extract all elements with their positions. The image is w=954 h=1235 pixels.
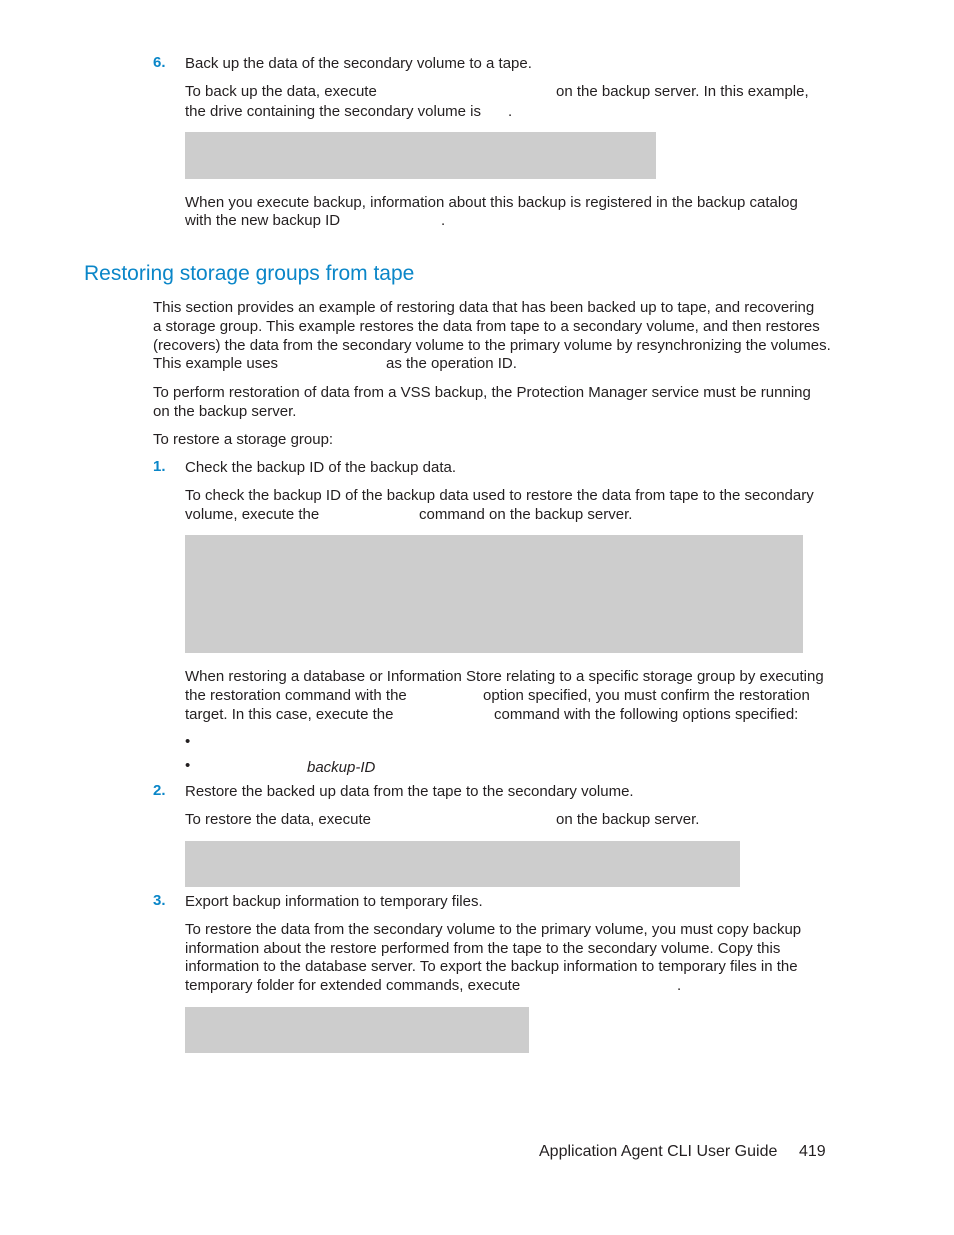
- step-1-note-3a: target. In this case, execute the: [185, 706, 394, 723]
- step-6-text-c: the drive containing the secondary volume is: [185, 103, 482, 120]
- code-block-restore: [185, 841, 740, 887]
- step-6-text-b: on the backup server. In this example,: [556, 83, 809, 100]
- step-6-backup-id-period: .: [441, 212, 446, 229]
- step-6-catalog-text: When you execute backup, information about this backup is registered in the backup catalog: [185, 194, 798, 211]
- step-3-line-1: To restore the data from the secondary volume to the primary volume, you must copy backup: [185, 921, 802, 938]
- step-1-line-2a: volume, execute the: [185, 506, 320, 523]
- step-1-number: 1.: [153, 458, 166, 475]
- bullet-2-text: backup-ID: [307, 759, 376, 776]
- step-3-title: Export backup information to temporary files.: [185, 893, 483, 910]
- step-1-note-2b: option specified, you must confirm the restoration: [483, 687, 810, 704]
- step-1-title: Check the backup ID of the backup data.: [185, 459, 457, 476]
- step-1-note-3b: command with the following options specified:: [494, 706, 799, 723]
- intro-line-2: a storage group. This example restores the data from tape to a secondary volume, and then restores: [153, 318, 820, 335]
- to-restore-text: To restore a storage group:: [153, 431, 334, 448]
- code-block-export: [185, 1007, 529, 1053]
- intro-line-4b: as the operation ID.: [386, 355, 517, 372]
- step-3-line-3: information to the database server. To export the backup information to temporary files in the: [185, 958, 798, 975]
- step-2-title: Restore the backed up data from the tape to the secondary volume.: [185, 783, 634, 800]
- intro-line-3: (recovers) the data from the secondary volume to the primary volume by resynchronizing the volumes.: [153, 337, 831, 354]
- vss-line-1: To perform restoration of data from a VSS backup, the Protection Manager service must be running: [153, 384, 811, 401]
- step-2-line-b: on the backup server.: [556, 811, 700, 828]
- step-6-number: 6.: [153, 54, 166, 71]
- step-1-line-2b: command on the backup server.: [419, 506, 633, 523]
- step-3-number: 3.: [153, 892, 166, 909]
- step-1-note-2a: the restoration command with the: [185, 687, 407, 704]
- vss-line-2: on the backup server.: [153, 403, 297, 420]
- step-6-backup-id-text: with the new backup ID: [185, 212, 341, 229]
- section-heading: Restoring storage groups from tape: [84, 262, 415, 285]
- footer-guide-title: Application Agent CLI User Guide: [539, 1143, 778, 1160]
- step-1-line-1: To check the backup ID of the backup data used to restore the data from tape to the secondary: [185, 487, 814, 504]
- step-3-line-2: information about the restore performed from the tape to the secondary volume. Copy this: [185, 940, 781, 957]
- step-2-line-a: To restore the data, execute: [185, 811, 371, 828]
- footer-page-number: 419: [799, 1143, 826, 1160]
- step-6-text-d: .: [508, 103, 513, 120]
- intro-line-4a: This example uses: [153, 355, 279, 372]
- bullet-2: •: [185, 757, 191, 774]
- code-block-backup: [185, 132, 656, 179]
- bullet-1: •: [185, 733, 191, 750]
- intro-line-1: This section provides an example of restoring data that has been backed up to tape, and recovering: [153, 299, 815, 316]
- step-3-line-4a: temporary folder for extended commands, execute: [185, 977, 521, 994]
- step-3-line-4b: .: [677, 977, 682, 994]
- step-2-number: 2.: [153, 782, 166, 799]
- step-1-note-1: When restoring a database or Information Store relating to a specific storage group by executing: [185, 668, 824, 685]
- code-block-check-backup: [185, 535, 803, 653]
- step-6-text-a: To back up the data, execute: [185, 83, 377, 100]
- step-6-title: Back up the data of the secondary volume to a tape.: [185, 55, 532, 72]
